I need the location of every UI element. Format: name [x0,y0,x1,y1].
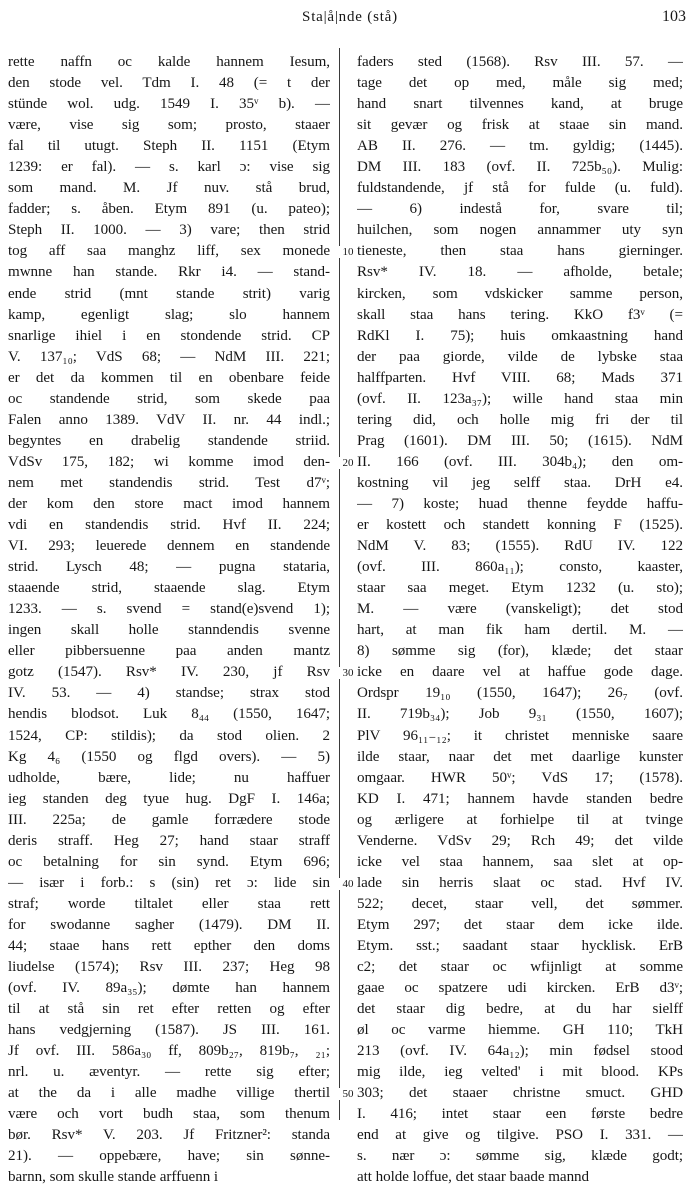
text-line: 1239: er fal). — s. karl ɔ: vise sig [8,159,330,176]
text-line: som mand. M. Jf nuv. stå brud, [8,180,330,197]
text-line: IV. 53. — 4) standse; strax stod [8,685,330,702]
text-line: huilchen, som nogen annammer uty syn [357,222,683,239]
text-line: icke vel staa hannem, saa slet at op- [357,853,683,870]
line-number-marker: 10 [339,246,357,258]
text-line: Falen anno 1389. VdV II. nr. 44 indl.; [8,411,330,428]
text-line: s. nær ɔ: sømme sig, klæde godt; [357,1148,683,1165]
text-line: og ærligere at forhielpe til at tvinge [357,811,683,828]
text-line: tering did, och holle mig fri der til [357,411,683,428]
text-line: at the da i alle madhe villige thertil [8,1085,330,1102]
text-line: ilde staar, naar det met daarlige kunster [357,748,683,765]
text-line: ieg standen deg tyue hug. DgF I. 146a; [8,790,330,807]
text-line: lade sin herris slaat oc stad. Hvf IV. [357,874,683,891]
text-line: DM III. 183 (ovf. II. 725b₅₀). Mulig: [357,159,683,176]
text-line: skall staa hans tering. KkO f3ᵛ (= [357,306,683,323]
text-line: c2; det staar oc wfijnligt at somme [357,959,683,976]
text-line: øl oc varme hiemme. GH 110; TkH [357,1022,683,1039]
text-line: 44; staae hans rett epther den doms [8,937,330,954]
text-line: sit gevær og frisk at staae sin mand. [357,117,683,134]
text-line: 1524, CP: stildis); da stod olien. 2 [8,727,330,744]
text-line: liudelse (1574); Rsv III. 237; Heg 98 [8,959,330,976]
text-line: Ordspr 19₁₀ (1550, 1647); 26₇ (ovf. [357,685,683,702]
text-line: være och vort budh staa, som thenum [8,1106,330,1123]
text-line: snarlige ihiel i en stondende strid. CP [8,327,330,344]
text-line: icke en daare vel at haffue gode dage. [357,664,683,681]
text-line: 8) sømme sig (for), klæde; det staar [357,643,683,660]
text-line: kostning vil jeg selff staa. DrH e4. [357,474,683,491]
text-line: nrl. u. æventyr. — rette sig efter; [8,1064,330,1081]
running-head: Sta|å|nde (stå) [302,9,398,25]
text-line: III. 225a; de gamle forrædere stode [8,811,330,828]
text-line: 1233. — s. svend = stand(e)svend 1); [8,601,330,618]
text-line: eller pibbersuenne paa anden mantz [8,643,330,660]
column-rule [339,48,340,1120]
text-line: straf; worde tiltalet eller staa rett [8,895,330,912]
text-line: end at give og tilgive. PSO I. 331. — [357,1127,683,1144]
text-line: 21). — oppebære, have; sin sønne- [8,1148,330,1165]
text-line: kamp, egenligt slag; slo hannem [8,306,330,323]
text-line: II. 719b₃₄); Job 9₃₁ (1550, 1607); [357,706,683,723]
text-line: PlV 96₁₁₋₁₂; it christet menniske saare [357,727,683,744]
text-line: VI. 293; leuerede dennem en standende [8,538,330,555]
text-line: der kom den store mact imod hannem [8,495,330,512]
text-line: oc standende strid, som skede paa [8,390,330,407]
text-line: I. 416; intet staar een første bedre [357,1106,683,1123]
text-line: gotz (1547). Rsv* IV. 230, jf Rsv [8,664,330,681]
line-number-marker: 50 [339,1088,357,1100]
text-line: til at stå sin ret efter retten og efter [8,1001,330,1018]
text-line: gaae oc spatzere udi kircken. ErB d3ᵛ; [357,980,683,997]
text-line: RdKl I. 75); huis omkaastning hand [357,327,683,344]
text-line: deris straff. Heg 27; hand staar straff [8,832,330,849]
text-line: 303; det staaer christne smuct. GHD [357,1085,683,1102]
text-line: der paa giorde, vilde de lybske staa [357,348,683,365]
text-line: hand snart tilvennes kand, at bruge [357,96,683,113]
text-line: fuldstandende, jf stå for fulde (u. fuld). [357,180,683,197]
text-line: — især i forb.: s (sin) ret ɔ: lide sin [8,874,330,891]
text-line: stünde wol. udg. 1549 I. 35ᵛ b). — [8,96,330,113]
text-line: strid. Lysch 48; — pugna stataria, [8,559,330,576]
text-line: VdSv 175, 182; wi komme imod den- [8,453,330,470]
text-line: oc betalning for sin synd. Etym 696; [8,853,330,870]
line-number-marker: 30 [339,667,357,679]
text-line: mig ilde, ieg velted' i mit blood. KPs [357,1064,683,1081]
text-line: Rsv* IV. 18. — afholde, betale; [357,264,683,281]
text-line: M. — være (vanskeligt); det stod [357,601,683,618]
text-line: bør. Rsv* V. 203. Jf Fritzner²: standa [8,1127,330,1144]
text-line: (ovf. II. 123a₃₇); wille hand staa min [357,390,683,407]
text-line: Prag (1601). DM III. 50; (1615). NdM [357,432,683,449]
text-line: den stode vel. Tdm I. 48 (= t der [8,75,330,92]
text-line: mwnne han stande. Rkr i4. — stand- [8,264,330,281]
text-line: KD I. 471; hannem havde standen bedre [357,790,683,807]
page-number: 103 [662,8,686,25]
text-line: faders sted (1568). Rsv III. 57. — [357,54,683,70]
text-line: kircken, som vdskicker samme person, [357,285,683,302]
text-line: 213 (ovf. IV. 64a₁₂); min fødsel stood [357,1043,683,1060]
text-line: udholde, bære, lide; nu haffuer [8,769,330,786]
text-line: staar saa meget. Etym 1232 (u. sto); [357,580,683,597]
text-line: rette naffn oc kalde hannem Iesum, [8,54,330,70]
text-line: ende strid (mnt stande strit) varig [8,285,330,302]
text-line: omgaar. HWR 50ᵛ; VdS 17; (1578). [357,769,683,786]
text-line: — 6) indestå for, svare til; [357,201,683,218]
text-line: (ovf. IV. 89a₃₅); dømte han hannem [8,980,330,997]
text-line: 522; decet, staar vell, det sømmer. [357,895,683,912]
text-line: AB II. 276. — tm. gyldig; (1445). [357,138,683,155]
text-line: tieneste, then staa hans gierninger. [357,243,683,260]
page-header [0,4,700,30]
text-line: V. 137₁₀; VdS 68; — NdM III. 221; [8,348,330,365]
text-line: Jf ovf. III. 586a₃₀ ff, 809b₂₇, 819b₇, ₂₁; [8,1043,330,1060]
left-column [8,52,330,1189]
text-line: Etym 297; det staar dem icke ilde. [357,916,683,933]
text-line: staaende strid, staaende slag. Etym [8,580,330,597]
text-line: halffparten. Hvf VIII. 68; Mads 371 [357,369,683,386]
text-line: begyntes en drabelig standende striid. [8,432,330,449]
line-number-marker: 40 [339,878,357,890]
text-line: barnn, som skulle stande arffuenn i [8,1169,219,1186]
text-line: hendis blodsot. Luk 8₄₄ (1550, 1647; [8,706,330,723]
text-line: ingen skall holle stanndendis svenne [8,622,330,639]
line-number-marker: 20 [339,457,357,469]
text-line: nem met standendis strid. Test d7ᵛ; [8,474,330,491]
text-line: Etym. sst.; saadant staar hycklisk. ErB [357,937,683,954]
text-line: Steph II. 1000. — 3) vare; then strid [8,222,330,239]
text-line: det staar dig bedre, at du har sielff [357,1001,683,1018]
text-line: NdM V. 83; (1555). RdU IV. 122 [357,538,683,555]
text-line: att holde loffue, det staar baade mannd [357,1169,590,1186]
text-line: (ovf. III. 860a₁₁); consto, kaaster, [357,559,683,576]
text-line: for swodanne sagher (1479). DM II. [8,916,330,933]
text-line: hart, at man fik ham dertil. M. — [357,622,683,639]
text-line: fadder; s. åben. Etym 891 (u. pateo); [8,201,330,218]
text-line: er kostett och standett konning F (1525). [357,517,683,534]
text-line: tage det op med, måle sig med; [357,75,683,92]
text-line: — 7) koste; huad thenne feydde haffu- [357,495,683,512]
text-line: tog aff saa manghz liff, sex monede [8,243,330,260]
text-line: fal til utugt. Steph II. 1151 (Etym [8,138,330,155]
right-column [357,52,683,1189]
text-line: hans vedgjerning (1587). JS III. 161. [8,1022,330,1039]
text-line: Kg 4₆ (1550 og flgd overs). — 5) [8,748,330,765]
text-line: II. 166 (ovf. III. 304b₄); den om- [357,453,683,470]
text-line: er det da kommen til en obenbare feide [8,369,330,386]
text-line: være, vise sig som; prosto, staaer [8,117,330,134]
text-line: Venderne. VdSv 29; Rch 49; det vilde [357,832,683,849]
text-line: vdi en standendis strid. Hvf II. 224; [8,517,330,534]
